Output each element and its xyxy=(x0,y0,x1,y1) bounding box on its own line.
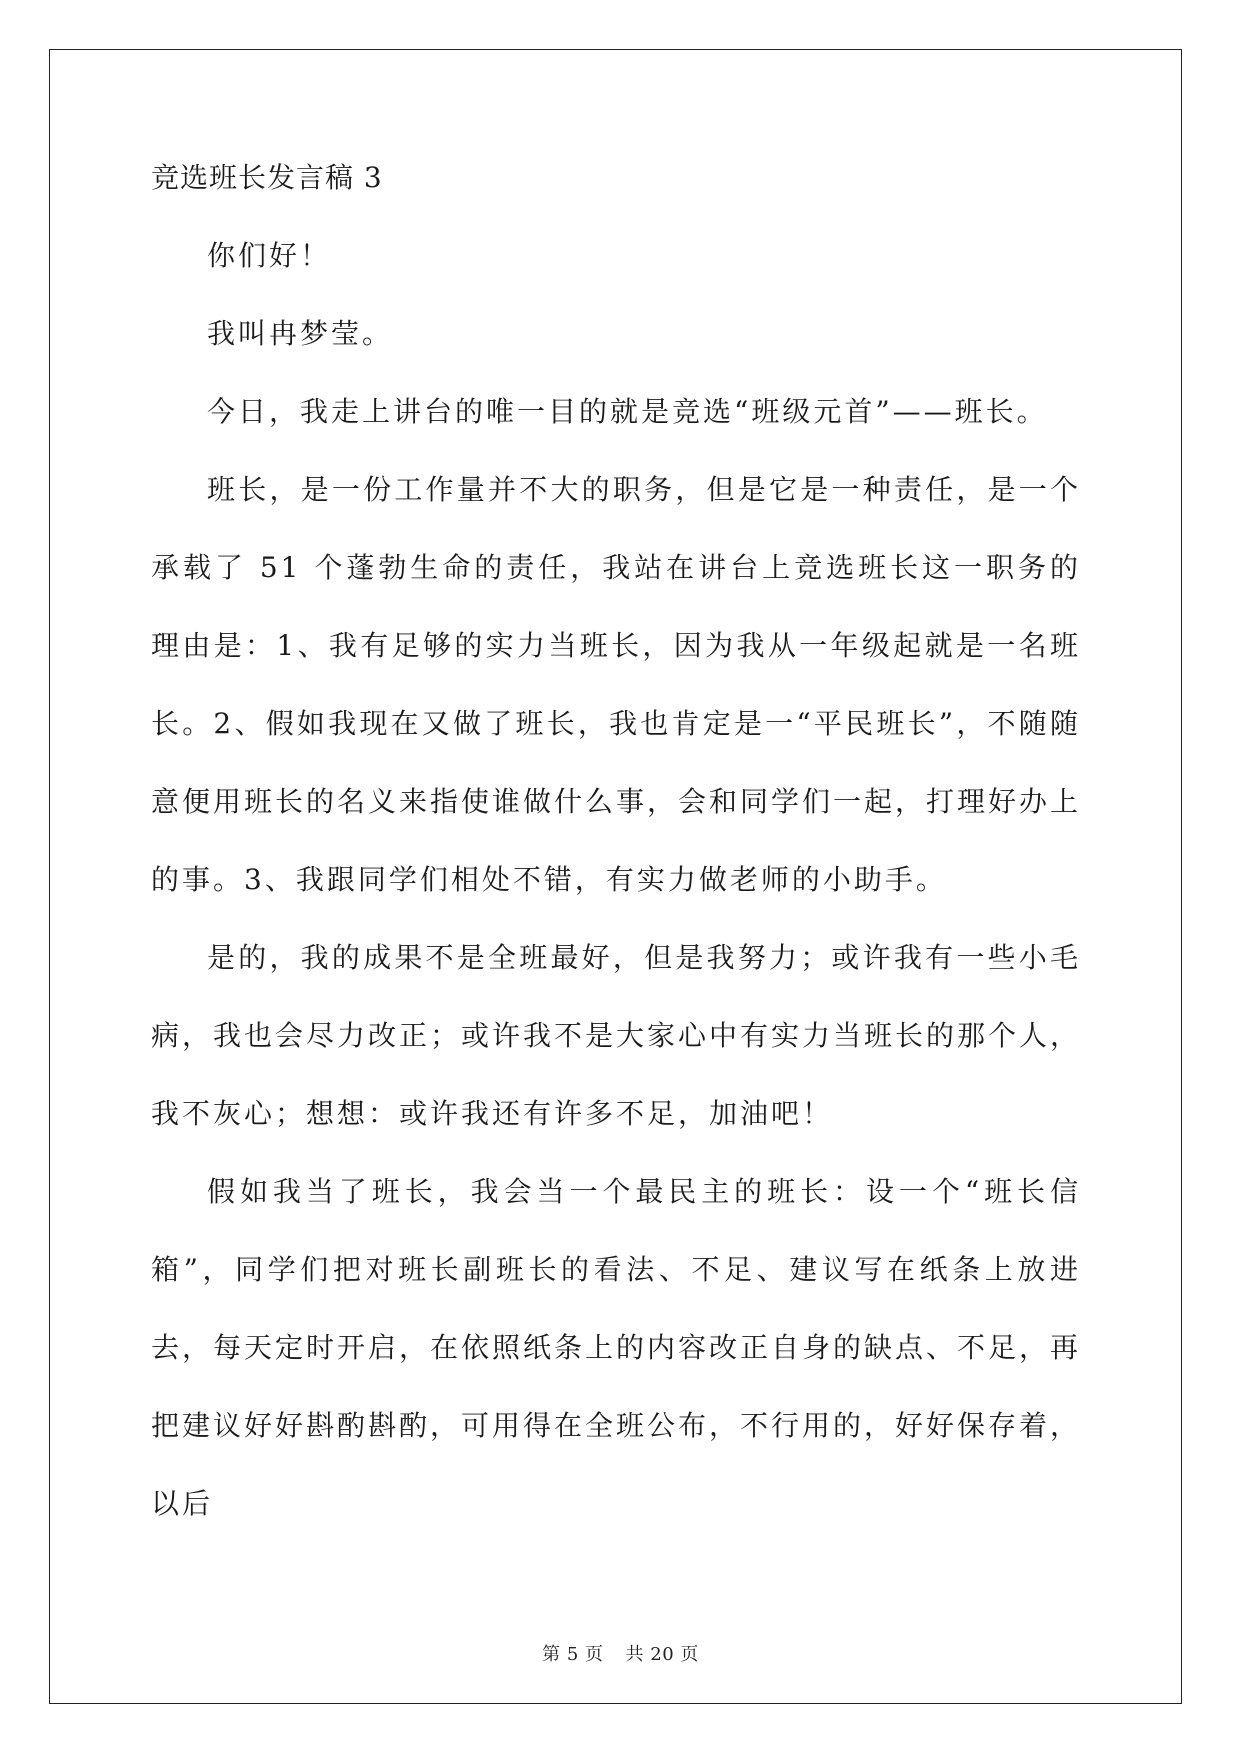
paragraph-greeting: 你们好！ xyxy=(207,239,332,272)
paragraph-reasons: 班长，是一份工作量并不大的职务，但是它是一种责任，是一个承载了 51 个蓬勃生命的责任，我站在讲台上竞选班长这一职务的理由是：1、我有足够的实力当班长，因为我从一年级起就是一名班长。2、假如我现在又做了班长，我也肯定是一“平民班长”，不随随意便用班长的名义来指使谁做什么事，会和同学们一起，打理好办上的事。3、我跟同学们相处不错，有实力做老师的小助手。 xyxy=(151,473,1082,896)
paragraph-plan: 假如我当了班长，我会当一个最民主的班长：设一个“班长信箱”，同学们把对班长副班长的看法、不足、建议写在纸条上放进去，每天定时开启，在依照纸条上的内容改正自身的缺点、不足，再把建议好好斟酌斟酌，可用得在全班公布，不行用的，好好保存着，以后 xyxy=(151,1175,1082,1520)
page-total: 共 20 页 xyxy=(625,1644,699,1665)
document-title: 竞选班长发言稿 3 xyxy=(151,161,383,194)
page-number: 第 5 页 xyxy=(542,1644,604,1665)
page-footer xyxy=(0,1640,1241,1666)
paragraph-name: 我叫冉梦莹。 xyxy=(207,317,394,350)
document-body xyxy=(151,160,1081,1543)
paragraph-effort: 是的，我的成果不是全班最好，但是我努力；或许我有一些小毛病，我也会尽力改正；或许我不是大家心中有实力当班长的那个人，我不灰心；想想：或许我还有许多不足，加油吧！ xyxy=(151,941,1082,1130)
paragraph-purpose: 今日，我走上讲台的唯一目的就是竞选“班级元首”——班长。 xyxy=(207,395,1048,428)
